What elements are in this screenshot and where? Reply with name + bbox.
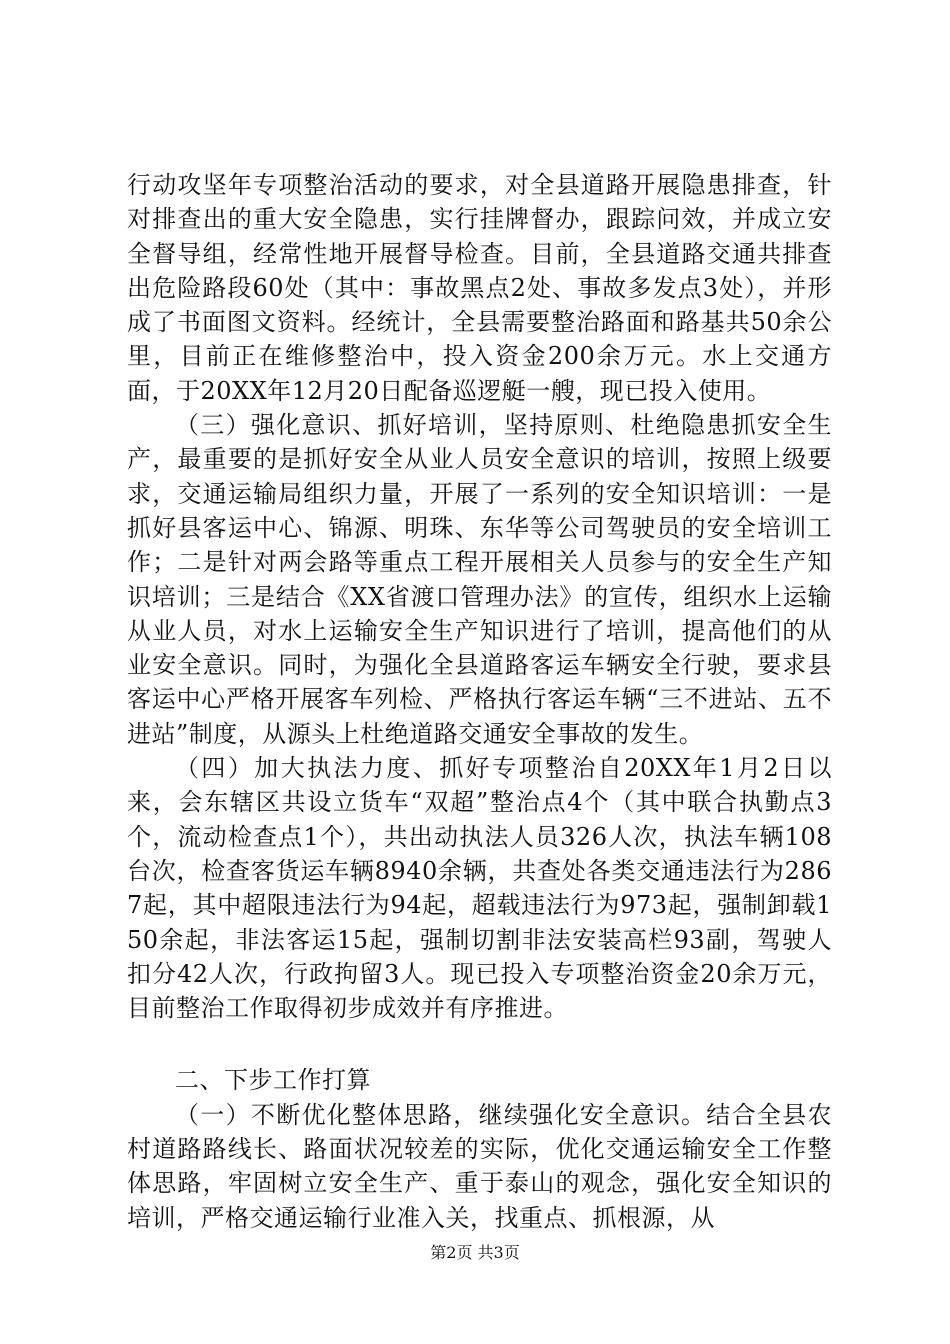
paragraph-enforcement: （四）加大执法力度、抓好专项整治自20XX年1月2日以来，会东辖区共设立货车“双超”整治点4个（其中联合执勤点3个，流动检查点1个），共出动执法人员326人次，执法车辆108台次，检查客货运车辆8940余辆，共查处各类交通违法行为2867起，其中超限违法行为94起，超载违法行为973起，强制卸载150余起，非法客运15起，强制切割非法安装高栏93副，驾驶人扣分42人次，行政拘留3人。现已投入专项整治资金20余万元，目前整治工作取得初步成效并有序推进。 (127, 754, 832, 1023)
document-body (127, 168, 832, 1235)
paragraph-hazard-inspection: 行动攻坚年专项整治活动的要求，对全县道路开展隐患排查，针对排查出的重大安全隐患，实行挂牌督办，跟踪问效，并成立安全督导组，经常性地开展督导检查。目前，全县道路交通共排查出危险路段60处（其中：事故黑点2处、事故多发点3处），并形成了书面图文资料。经统计，全县需要整治路面和路基共50余公里，目前正在维修整治中，投入资金200余万元。水上交通方面，于20XX年12月20日配备巡逻艇一艘，现已投入使用。 (127, 171, 832, 405)
paragraph-optimize-approach: （一）不断优化整体思路，继续强化安全意识。结合全县农村道路路线长、路面状况较差的实际，优化交通运输安全工作整体思路，牢固树立安全生产、重于泰山的观念，强化安全知识的培训，严格交通运输行业准入关，找重点、抓根源，从 (127, 1100, 832, 1232)
section-heading-next-steps: 二、下步工作打算 (175, 1066, 371, 1095)
paragraph-training: （三）强化意识、抓好培训，坚持原则、杜绝隐患抓安全生产，最重要的是抓好安全从业人员安全意识的培训，按照上级要求，交通运输局组织力量，开展了一系列的安全知识培训：一是抓好县客运中心、锦源、明珠、东华等公司驾驶员的安全培训工作；二是针对两会路等重点工程开展相关人员参与的安全生产知识培训；三是结合《XX省渡口管理办法》的宣传，组织水上运输从业人员，对水上运输安全生产知识进行了培训，提高他们的从业安全意识。同时，为强化全县道路客运车辆安全行驶，要求县客运中心严格开展客车列检、严格执行客运车辆“三不进站、五不进站”制度，从源头上杜绝道路交通安全事故的发生。 (127, 411, 832, 748)
page-number-footer: 第2页 共3页 (430, 1243, 520, 1262)
